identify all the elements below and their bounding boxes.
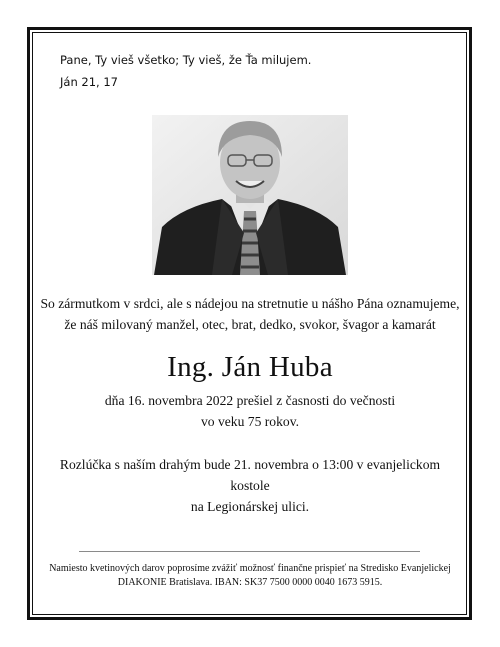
death-line-1: dňa 16. novembra 2022 prešiel z časnosti do večnosti xyxy=(104,393,396,408)
donation-note xyxy=(40,562,460,590)
note-line-1: Namiesto kvetinových darov poprosíme zvážiť možnosť finančne prispieť na Stredisko Evanjelickej xyxy=(49,563,451,574)
death-line-2: vo veku 75 rokov. xyxy=(200,414,300,429)
intro-line-2: že náš milovaný manžel, otec, brat, dedko, svokor, švagor a kamarát xyxy=(64,317,436,332)
farewell-info xyxy=(40,454,460,517)
intro-line-1: So zármutkom v srdci, ale s nádejou na stretnutie u nášho Pána oznamujeme, xyxy=(40,296,460,311)
portrait-image xyxy=(152,115,348,275)
verse-reference: Ján 21, 17 xyxy=(60,75,118,89)
farewell-line-1: Rozlúčka s naším drahým bude 21. novembra o 13:00 v evanjelickom kostole xyxy=(59,457,441,493)
announcement-intro xyxy=(40,293,460,335)
deceased-name: Ing. Ján Huba xyxy=(167,351,333,383)
note-line-2: DIAKONIE Bratislava. IBAN: SK37 7500 0000 0040 1673 5915. xyxy=(117,577,383,588)
portrait-photo xyxy=(152,115,348,275)
farewell-line-2: na Legionárskej ulici. xyxy=(190,499,310,514)
divider-line xyxy=(79,551,420,552)
bible-verse xyxy=(60,49,311,93)
verse-text: Pane, Ty vieš všetko; Ty vieš, že Ťa milujem. xyxy=(60,53,312,67)
death-notice xyxy=(40,390,460,432)
